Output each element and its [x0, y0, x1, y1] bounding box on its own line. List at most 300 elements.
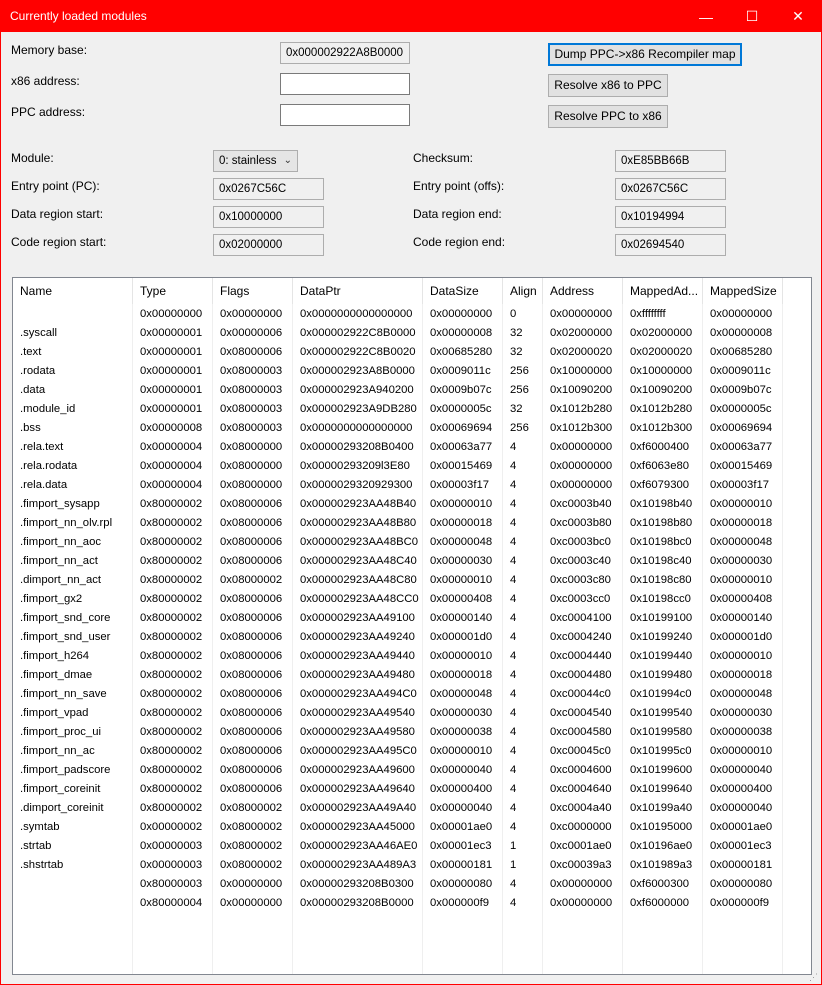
table-cell: 4	[510, 593, 517, 605]
table-cell: 4	[510, 498, 517, 510]
table-cell: 0x00000010	[430, 498, 493, 510]
table-row[interactable]	[13, 362, 811, 381]
table-cell: 32	[510, 403, 523, 415]
table-cell: 0xc0004240	[550, 631, 612, 643]
table-cell: 0x00000038	[430, 726, 493, 738]
table-cell: 0x80000002	[140, 764, 203, 776]
table-cell: .fimport_dmae	[20, 669, 93, 681]
table-cell: 0x00000010	[430, 745, 493, 757]
table-cell: 0x08000002	[220, 821, 283, 833]
table-cell: 0x00000181	[710, 859, 773, 871]
list-body	[13, 305, 811, 913]
table-cell: 0x000002923A940200	[300, 384, 414, 396]
table-cell: 0x08000006	[220, 688, 283, 700]
table-cell: 0x1012b280	[550, 403, 613, 415]
table-cell: 256	[510, 384, 529, 396]
table-cell: 0x000002923AA48C40	[300, 555, 417, 567]
table-cell: 0x000002923AA489A3	[300, 859, 417, 871]
table-cell: 0x08000006	[220, 650, 283, 662]
table-cell: 0x000002923AA45000	[300, 821, 415, 833]
table-cell: 0x80000003	[140, 878, 203, 890]
table-cell: 0xc0004a40	[550, 802, 612, 814]
table-cell: 4	[510, 631, 517, 643]
table-cell: 0x00000004	[140, 479, 203, 491]
table-row[interactable]	[13, 761, 811, 780]
table-cell: 0x00000000	[550, 460, 613, 472]
title-bar	[1, 1, 821, 32]
table-cell: 0x1012b280	[630, 403, 693, 415]
column-header[interactable]: Address	[543, 278, 623, 304]
entry-point-pc-field[interactable]: 0x0267C56C	[213, 178, 324, 200]
table-cell: 0x10000000	[630, 365, 693, 377]
table-row[interactable]	[13, 590, 811, 609]
table-cell: 0x08000006	[220, 707, 283, 719]
table-cell: 0x10198c80	[630, 574, 692, 586]
table-cell: 0x0000000000000000	[300, 422, 413, 434]
table-cell: 0x00000004	[140, 441, 203, 453]
table-cell: 0xc0003bc0	[550, 536, 611, 548]
table-cell: 0x80000002	[140, 555, 203, 567]
table-row[interactable]	[13, 609, 811, 628]
table-cell: 0x80000002	[140, 802, 203, 814]
table-cell	[13, 894, 133, 913]
table-row[interactable]	[13, 514, 811, 533]
resize-grip-icon[interactable]: ⋰	[809, 972, 818, 982]
table-cell: 0x10090200	[550, 384, 613, 396]
table-cell: 4	[510, 897, 517, 909]
table-cell: 0x000002923AA495C0	[300, 745, 417, 757]
table-cell: 0x80000002	[140, 631, 203, 643]
table-cell: 0x00000040	[710, 764, 773, 776]
table-cell: 4	[510, 726, 517, 738]
table-cell: 0x08000002	[220, 574, 283, 586]
table-cell: 0x10199240	[630, 631, 693, 643]
table-cell: 32	[510, 327, 523, 339]
table-cell: 0x08000006	[220, 764, 283, 776]
table-cell: 4	[510, 536, 517, 548]
dump-recompiler-map-button[interactable]: Dump PPC->x86 Recompiler map	[548, 43, 742, 66]
x86-address-label: x86 address:	[11, 74, 80, 88]
table-row[interactable]	[13, 856, 811, 875]
minimize-button[interactable]: —	[699, 8, 713, 25]
table-cell: 0x00000040	[430, 802, 493, 814]
table-cell: 4	[510, 764, 517, 776]
table-cell: .fimport_sysapp	[20, 498, 100, 510]
close-button[interactable]: ✕	[792, 8, 804, 24]
table-cell: 0xc0001ae0	[550, 840, 612, 852]
table-cell: 0xc0004480	[550, 669, 612, 681]
table-cell: 0x000002923AA49480	[300, 669, 415, 681]
entry-point-offs-label: Entry point (offs):	[413, 179, 505, 193]
chevron-down-icon: ⌄	[283, 155, 292, 166]
table-cell: 0x08000002	[220, 859, 283, 871]
table-cell: 0x00685280	[710, 346, 773, 358]
table-cell: 0x000002923AA49100	[300, 612, 415, 624]
table-cell: 0x08000006	[220, 745, 283, 757]
table-cell: .fimport_nn_ac	[20, 745, 95, 757]
table-cell: 0x80000002	[140, 688, 203, 700]
table-row[interactable]	[13, 685, 811, 704]
table-cell: .fimport_gx2	[20, 593, 83, 605]
table-row[interactable]	[13, 780, 811, 799]
table-cell: 0xf6079300	[630, 479, 690, 491]
table-cell: 0x00000001	[140, 346, 203, 358]
table-cell: 0x0000000000000000	[300, 308, 413, 320]
table-cell: 4	[510, 441, 517, 453]
table-cell: 0x000002923AA48B80	[300, 517, 417, 529]
table-cell: 0x00000181	[430, 859, 493, 871]
table-cell: 0x08000003	[220, 422, 283, 434]
table-cell: 0x08000006	[220, 346, 283, 358]
table-cell: .bss	[20, 422, 41, 434]
table-cell	[13, 305, 133, 324]
table-row[interactable]	[13, 742, 811, 761]
table-cell: 0x08000006	[220, 783, 283, 795]
table-cell: 0x80000002	[140, 593, 203, 605]
table-row[interactable]	[13, 343, 811, 362]
table-cell: .rela.rodata	[20, 460, 78, 472]
table-cell: 0x00063a77	[430, 441, 493, 453]
table-cell: 0xc0004100	[550, 612, 612, 624]
table-cell: 0xc0004440	[550, 650, 612, 662]
table-cell: 4	[510, 878, 517, 890]
table-cell: 0x00000140	[430, 612, 493, 624]
table-cell: 0	[510, 308, 517, 320]
table-cell: .data	[20, 384, 46, 396]
table-row[interactable]	[13, 419, 811, 438]
table-row[interactable]	[13, 533, 811, 552]
table-cell: 0x00000000	[140, 308, 203, 320]
column-header[interactable]: MappedSize	[703, 278, 783, 304]
table-row[interactable]	[13, 552, 811, 571]
table-cell: .fimport_proc_ui	[20, 726, 101, 738]
table-cell: 0x10199580	[630, 726, 693, 738]
table-cell: 0x00069694	[430, 422, 493, 434]
table-cell: 0x00000000	[430, 308, 493, 320]
table-row[interactable]	[13, 837, 811, 856]
table-cell: 0x000002923AA49640	[300, 783, 415, 795]
table-row[interactable]	[13, 457, 811, 476]
table-cell: .fimport_snd_core	[20, 612, 111, 624]
table-cell: 0x000002923AA49600	[300, 764, 415, 776]
table-cell: 0x00001ae0	[430, 821, 493, 833]
table-row[interactable]	[13, 438, 811, 457]
table-cell: 0x00000001	[140, 327, 203, 339]
table-cell: 0x08000000	[220, 441, 283, 453]
table-cell: 0x10195000	[630, 821, 693, 833]
column-header[interactable]: Type	[133, 278, 213, 304]
table-cell: 0x80000002	[140, 536, 203, 548]
table-row[interactable]	[13, 495, 811, 514]
table-cell: 0x000001d0	[430, 631, 493, 643]
module-select-value: 0: stainless	[219, 155, 277, 167]
table-cell: 0xc0003c40	[550, 555, 611, 567]
table-cell: 1	[510, 840, 517, 852]
column-header[interactable]: DataSize	[423, 278, 503, 304]
table-cell: 0xc0003b40	[550, 498, 612, 510]
table-cell: 0x00000408	[710, 593, 773, 605]
table-row[interactable]	[13, 628, 811, 647]
table-row[interactable]	[13, 818, 811, 837]
sections-list[interactable]	[12, 277, 812, 975]
table-cell: .module_id	[20, 403, 76, 415]
table-cell: 0x00000008	[140, 422, 203, 434]
table-cell: 0xc0003b80	[550, 517, 612, 529]
code-region-start-field[interactable]: 0x02000000	[213, 234, 324, 256]
table-cell: 4	[510, 669, 517, 681]
data-region-start-field[interactable]: 0x10000000	[213, 206, 324, 228]
table-cell: 0x00000048	[710, 536, 773, 548]
table-cell: 0x00000048	[710, 688, 773, 700]
table-cell: .strtab	[20, 840, 52, 852]
table-row[interactable]	[13, 324, 811, 343]
table-cell: 0x00000010	[710, 650, 773, 662]
x86-address-input[interactable]	[280, 73, 410, 95]
table-cell: 4	[510, 745, 517, 757]
table-cell: 0x00000010	[710, 745, 773, 757]
table-row[interactable]	[13, 704, 811, 723]
table-cell: 0x08000003	[220, 365, 283, 377]
table-cell: 0x80000002	[140, 612, 203, 624]
table-cell: .fimport_nn_olv.rpl	[20, 517, 113, 529]
table-cell: 4	[510, 460, 517, 472]
table-cell: 0x00000400	[710, 783, 773, 795]
table-cell: 0x000001d0	[710, 631, 773, 643]
table-cell: .rodata	[20, 365, 56, 377]
table-cell: 0x000002923AA46AE0	[300, 840, 418, 852]
table-cell: 0xf6000400	[630, 441, 690, 453]
table-cell: 4	[510, 555, 517, 567]
table-cell: 0x00000030	[430, 555, 493, 567]
table-cell: .fimport_nn_act	[20, 555, 98, 567]
table-cell: 0x10000000	[550, 365, 613, 377]
table-cell: 0x00000000	[220, 878, 283, 890]
table-row[interactable]	[13, 647, 811, 666]
table-cell: 0x00000048	[430, 536, 493, 548]
table-row[interactable]	[13, 476, 811, 495]
table-cell: 0x101994c0	[630, 688, 692, 700]
table-cell: 0x000002923AA494C0	[300, 688, 417, 700]
table-cell: 0x00000030	[710, 555, 773, 567]
table-row[interactable]	[13, 894, 811, 913]
table-cell: 0xc0003cc0	[550, 593, 611, 605]
table-cell: 0x10199540	[630, 707, 693, 719]
table-cell: 0x00000002	[140, 821, 203, 833]
table-cell: 0x00000293208B0400	[300, 441, 414, 453]
table-cell: 0x10198cc0	[630, 593, 691, 605]
table-row[interactable]	[13, 381, 811, 400]
table-cell	[13, 875, 133, 894]
table-cell: 0xc0004640	[550, 783, 612, 795]
table-cell: 0x08000002	[220, 840, 283, 852]
table-cell: 0x000000f9	[710, 897, 770, 909]
checksum-field[interactable]: 0xE85BB66B	[615, 150, 726, 172]
memory-base-field[interactable]: 0x000002922A8B0000	[280, 42, 410, 64]
table-cell: 0x08000003	[220, 403, 283, 415]
data-region-start-label: Data region start:	[11, 207, 104, 221]
table-cell: 0x00000000	[550, 878, 613, 890]
table-cell: 0x02000020	[550, 346, 613, 358]
table-cell: 0x08000002	[220, 802, 283, 814]
table-cell: 0xc0004600	[550, 764, 612, 776]
table-cell: 0x10199600	[630, 764, 693, 776]
table-cell: 0x101989a3	[630, 859, 693, 871]
table-cell: 0xc0004580	[550, 726, 612, 738]
ppc-address-input[interactable]	[280, 104, 410, 126]
table-cell: 0x000002923AA49540	[300, 707, 415, 719]
table-cell: 0x101995c0	[630, 745, 692, 757]
table-cell: 0x00000000	[550, 897, 613, 909]
table-cell: 0x00000030	[710, 707, 773, 719]
code-region-end-field[interactable]: 0x02694540	[615, 234, 726, 256]
table-cell: 0xc00039a3	[550, 859, 612, 871]
table-cell: 0xffffffff	[630, 308, 666, 320]
table-cell: 0x000002923AA49A40	[300, 802, 417, 814]
table-cell: .shstrtab	[20, 859, 64, 871]
table-cell: 0x00000008	[710, 327, 773, 339]
table-cell: 0xc0004540	[550, 707, 612, 719]
table-cell: 4	[510, 688, 517, 700]
table-cell: 0x000002923A8B0000	[300, 365, 415, 377]
table-cell: 0xc00044c0	[550, 688, 611, 700]
table-cell: 0x10090200	[630, 384, 693, 396]
table-cell: 0x00000018	[710, 669, 773, 681]
column-header[interactable]: DataPtr	[293, 278, 423, 304]
table-cell: 0x80000004	[140, 897, 203, 909]
table-cell: 0x10199640	[630, 783, 693, 795]
resolve-ppc-to-x86-button[interactable]: Resolve PPC to x86	[548, 105, 668, 128]
table-cell: .symtab	[20, 821, 60, 833]
table-cell: 0x00000000	[550, 479, 613, 491]
table-cell: 1	[510, 859, 517, 871]
table-cell: .fimport_h264	[20, 650, 90, 662]
table-row[interactable]	[13, 799, 811, 818]
entry-point-pc-label: Entry point (PC):	[11, 179, 100, 193]
table-cell: 0x10196ae0	[630, 840, 693, 852]
table-cell: 0x00000010	[710, 498, 773, 510]
table-cell: 0x08000006	[220, 536, 283, 548]
table-cell: 0x08000006	[220, 555, 283, 567]
table-cell: 0x00000000	[220, 308, 283, 320]
table-cell: 0x1012b300	[630, 422, 693, 434]
table-cell: 0x00063a77	[710, 441, 773, 453]
table-cell: 0xf6063e80	[630, 460, 690, 472]
memory-base-label: Memory base:	[11, 43, 88, 57]
table-cell: 0x000002923AA48BC0	[300, 536, 419, 548]
table-cell: 0x000002923AA49440	[300, 650, 415, 662]
table-cell: 0x80000002	[140, 650, 203, 662]
table-cell: 0xc0003c80	[550, 574, 611, 586]
table-cell: 32	[510, 346, 523, 358]
table-row[interactable]	[13, 400, 811, 419]
table-cell: 0x00000293208B0300	[300, 878, 414, 890]
table-cell: 0x08000006	[220, 631, 283, 643]
table-cell: 0x0000005c	[430, 403, 492, 415]
table-cell: 0x10198b80	[630, 517, 693, 529]
table-cell: 4	[510, 802, 517, 814]
table-cell: 4	[510, 650, 517, 662]
table-cell: .fimport_padscore	[20, 764, 111, 776]
table-cell: .fimport_vpad	[20, 707, 89, 719]
table-cell: 0x00000008	[430, 327, 493, 339]
table-cell: 0x80000002	[140, 517, 203, 529]
table-row[interactable]	[13, 875, 811, 894]
table-row[interactable]	[13, 305, 811, 324]
table-cell: .rela.data	[20, 479, 68, 491]
table-cell: 0x00000000	[710, 308, 773, 320]
table-cell: 0x08000000	[220, 460, 283, 472]
table-cell: 0x0009011c	[710, 365, 771, 377]
table-cell: 0x00000018	[710, 517, 773, 529]
module-select[interactable]	[213, 150, 298, 172]
table-cell: 0x000002923AA48CC0	[300, 593, 419, 605]
table-cell: 0x80000002	[140, 498, 203, 510]
table-cell: 0x000002922C8B0020	[300, 346, 416, 358]
column-header[interactable]: MappedAd...	[623, 278, 703, 304]
entry-point-offs-field[interactable]: 0x0267C56C	[615, 178, 726, 200]
table-row[interactable]	[13, 666, 811, 685]
table-cell: 0x02000020	[630, 346, 693, 358]
column-header[interactable]: Flags	[213, 278, 293, 304]
table-cell: 0x10199440	[630, 650, 693, 662]
column-header[interactable]: Align	[503, 278, 543, 304]
table-cell: 0x00000010	[430, 650, 493, 662]
table-cell: 0x08000006	[220, 517, 283, 529]
window-title: Currently loaded modules	[10, 9, 147, 23]
table-cell: 0x08000006	[220, 593, 283, 605]
data-region-end-field[interactable]: 0x10194994	[615, 206, 726, 228]
column-header[interactable]: Name	[13, 278, 133, 304]
table-cell: 4	[510, 612, 517, 624]
table-cell: 0xf6000000	[630, 897, 690, 909]
table-cell: 4	[510, 517, 517, 529]
table-cell: 0x08000006	[220, 726, 283, 738]
table-cell: 0x80000002	[140, 745, 203, 757]
table-cell: 0x00069694	[710, 422, 773, 434]
table-cell: 0x10199480	[630, 669, 693, 681]
table-cell: 0x000002922C8B0000	[300, 327, 416, 339]
table-cell: 0x80000002	[140, 707, 203, 719]
table-cell: 0x00000080	[710, 878, 773, 890]
table-cell: 0x02000000	[550, 327, 613, 339]
table-cell: 0x00000006	[220, 327, 283, 339]
table-row[interactable]	[13, 723, 811, 742]
table-cell: 256	[510, 422, 529, 434]
table-cell: 0xc0000000	[550, 821, 612, 833]
table-row[interactable]	[13, 571, 811, 590]
table-cell: .dimport_nn_act	[20, 574, 102, 586]
table-cell: 0x00000000	[220, 897, 283, 909]
maximize-button[interactable]: ☐	[745, 8, 759, 24]
table-cell: 0x00000080	[430, 878, 493, 890]
table-cell: 0x08000003	[220, 384, 283, 396]
table-cell: 0xc00045c0	[550, 745, 611, 757]
table-cell: 0x80000002	[140, 783, 203, 795]
table-cell: 0x00000000	[550, 308, 613, 320]
table-cell: 0x08000000	[220, 479, 283, 491]
table-cell: 0x00000010	[430, 574, 493, 586]
table-cell: 0x00000040	[710, 802, 773, 814]
resolve-x86-to-ppc-button[interactable]: Resolve x86 to PPC	[548, 74, 668, 97]
table-cell: 0x0009011c	[430, 365, 491, 377]
table-cell: 0x00000000	[550, 441, 613, 453]
table-cell: 0x000000f9	[430, 897, 490, 909]
table-cell: 0x00000040	[430, 764, 493, 776]
table-cell: 0x000002923A9DB280	[300, 403, 417, 415]
table-cell: 0x000002923AA49240	[300, 631, 415, 643]
ppc-address-label: PPC address:	[11, 105, 86, 119]
table-cell: 0x000002923AA49580	[300, 726, 415, 738]
